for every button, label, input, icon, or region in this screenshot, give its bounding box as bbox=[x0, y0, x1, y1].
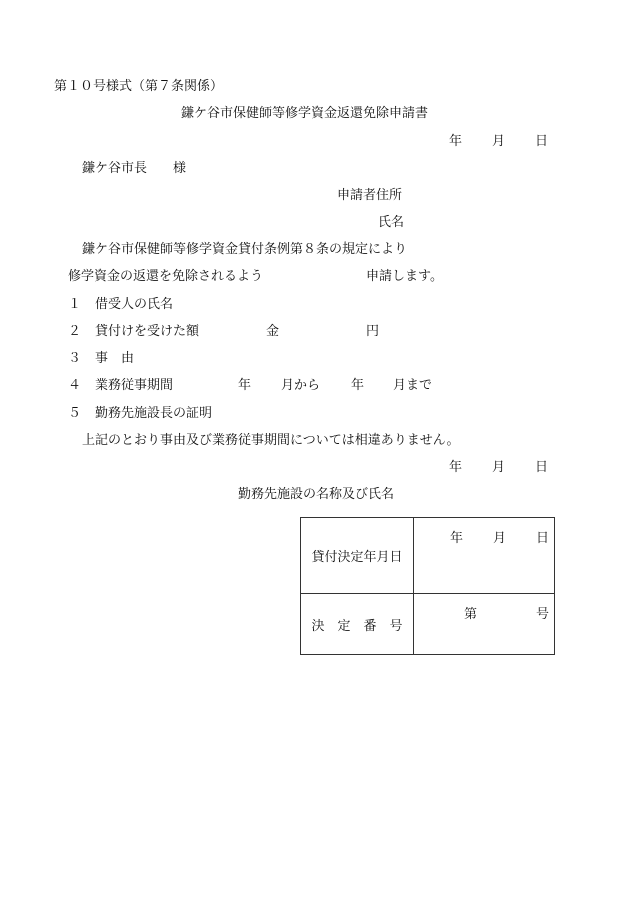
item-label: 勤務先施設長の証明 bbox=[95, 406, 213, 421]
item-number: １ bbox=[68, 297, 82, 312]
loan-decision-year: 年 bbox=[450, 531, 464, 546]
amount-en: 円 bbox=[366, 324, 380, 339]
date-bottom-month: 月 bbox=[492, 460, 506, 475]
body-line-2: 修学資金の返還を免除されるよう bbox=[68, 269, 264, 284]
table-row bbox=[301, 518, 555, 594]
addressee: 鎌ケ谷市長 様 bbox=[82, 161, 187, 176]
loan-decision-table bbox=[300, 517, 555, 655]
date-top-day: 日 bbox=[535, 134, 549, 149]
certification-text: 上記のとおり事由及び業務従事期間については相違ありません。 bbox=[82, 433, 460, 448]
facility-label: 勤務先施設の名称及び氏名 bbox=[238, 487, 395, 502]
period-start-month: 月から bbox=[281, 378, 321, 393]
decision-number-cell bbox=[414, 594, 555, 655]
table-row bbox=[301, 594, 555, 655]
applicant-name-label: 氏名 bbox=[378, 215, 405, 230]
loan-decision-day: 日 bbox=[536, 531, 550, 546]
date-top-year: 年 bbox=[449, 134, 463, 149]
period-end-year: 年 bbox=[351, 378, 365, 393]
date-bottom-year: 年 bbox=[449, 460, 463, 475]
period-start-year: 年 bbox=[238, 378, 252, 393]
item-number: ４ bbox=[68, 378, 82, 393]
form-number: 第１０号様式（第７条関係） bbox=[54, 79, 224, 94]
date-top-month: 月 bbox=[492, 134, 506, 149]
loan-decision-date-cell bbox=[414, 518, 555, 594]
body-line-1: 鎌ケ谷市保健師等修学資金貸付条例第８条の規定により bbox=[82, 242, 408, 257]
item-number: ３ bbox=[68, 351, 82, 366]
loan-decision-month: 月 bbox=[493, 531, 507, 546]
document-title: 鎌ケ谷市保健師等修学資金返還免除申請書 bbox=[181, 106, 429, 121]
decision-number-label: 決 定 番 号 bbox=[301, 594, 414, 655]
loan-decision-date-label: 貸付決定年月日 bbox=[301, 518, 414, 594]
item-label: 業務従事期間 bbox=[95, 378, 174, 393]
item-label: 事 由 bbox=[95, 351, 135, 366]
applicant-address-label: 申請者住所 bbox=[337, 188, 403, 203]
decision-number-dai: 第 bbox=[464, 607, 478, 622]
period-end-month: 月まで bbox=[393, 378, 433, 393]
amount-kin: 金 bbox=[266, 324, 280, 339]
date-bottom-day: 日 bbox=[535, 460, 549, 475]
body-line-2-apply: 申請します。 bbox=[366, 269, 443, 284]
item-label: 貸付けを受けた額 bbox=[95, 324, 200, 339]
item-label: 借受人の氏名 bbox=[95, 297, 174, 312]
item-number: ２ bbox=[68, 324, 82, 339]
decision-number-go: 号 bbox=[536, 607, 550, 622]
item-number: ５ bbox=[68, 406, 82, 421]
